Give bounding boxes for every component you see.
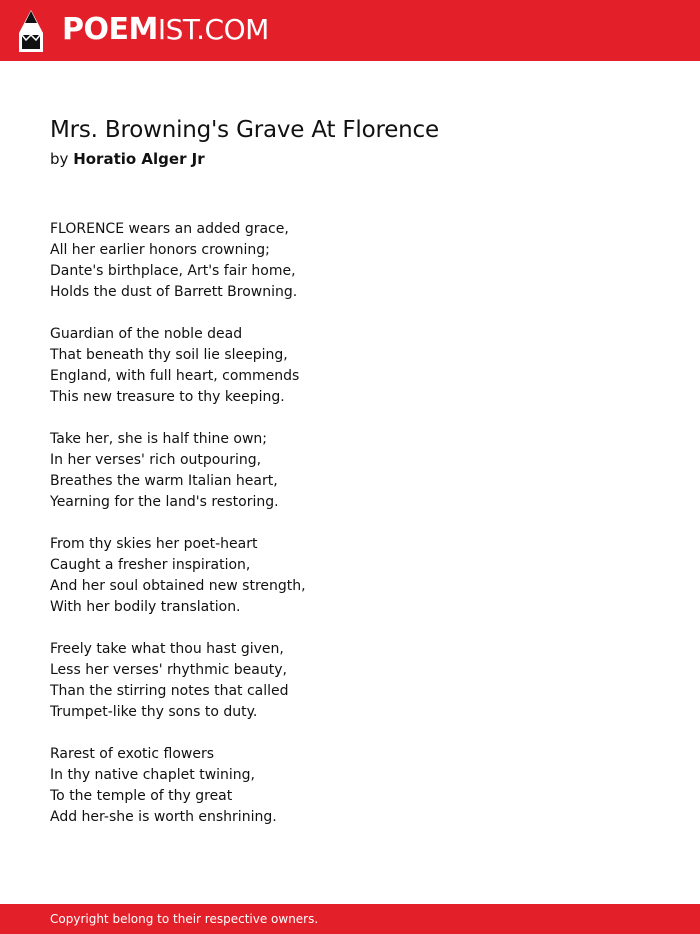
site-footer	[0, 904, 700, 934]
poem-line: That beneath thy soil lie sleeping,	[50, 347, 288, 363]
byline	[50, 150, 205, 168]
poem-line: Breathes the warm Italian heart,	[50, 473, 278, 489]
stanza	[50, 534, 650, 618]
stanza	[50, 219, 650, 303]
poem-line: This new treasure to thy keeping.	[50, 389, 285, 405]
poem-line: Guardian of the noble dead	[50, 326, 243, 342]
stanza	[50, 639, 650, 723]
poem-line: Add her-she is worth enshrining.	[50, 809, 277, 825]
poem-line: Freely take what thou hast given,	[50, 641, 284, 657]
poem-line: Rarest of exotic flowers	[50, 746, 215, 762]
poem-line: Take her, she is half thine own;	[50, 431, 268, 447]
poem-line: In thy native chaplet twining,	[50, 767, 256, 783]
site-logo-text[interactable]	[62, 12, 269, 48]
by-label: by	[50, 150, 69, 168]
brand-strong: POEM	[62, 12, 158, 47]
poem-line: FLORENCE wears an added grace,	[50, 221, 289, 237]
poem-line: With her bodily translation.	[50, 599, 241, 615]
poem-body	[50, 219, 650, 849]
author-name: Horatio Alger Jr	[73, 150, 205, 168]
poem-title: Mrs. Browning's Grave At Florence	[50, 117, 439, 143]
poem-line: Less her verses' rhythmic beauty,	[50, 662, 287, 678]
site-header	[0, 0, 700, 61]
poem-line: Holds the dust of Barrett Browning.	[50, 284, 298, 300]
poem-line: From thy skies her poet-heart	[50, 536, 258, 552]
poem-line: In her verses' rich outpouring,	[50, 452, 262, 468]
poem-line: Yearning for the land's restoring.	[50, 494, 279, 510]
poem-line: Dante's birthplace, Art's fair home,	[50, 263, 296, 279]
poem-line: England, with full heart, commends	[50, 368, 300, 384]
poem-line: Caught a fresher inspiration,	[50, 557, 251, 573]
poem-line: Than the stirring notes that called	[50, 683, 289, 699]
poem-line: To the temple of thy great	[50, 788, 233, 804]
copyright-notice: Copyright belong to their respective owners.	[50, 912, 319, 926]
poem-line: And her soul obtained new strength,	[50, 578, 306, 594]
stanza	[50, 324, 650, 408]
poem-line: Trumpet-like thy sons to duty.	[50, 704, 258, 720]
brand-light: IST.COM	[157, 13, 269, 46]
stanza	[50, 429, 650, 513]
stanza	[50, 744, 650, 828]
pencil-tip-icon[interactable]	[17, 9, 45, 53]
poem-line: All her earlier honors crowning;	[50, 242, 270, 258]
